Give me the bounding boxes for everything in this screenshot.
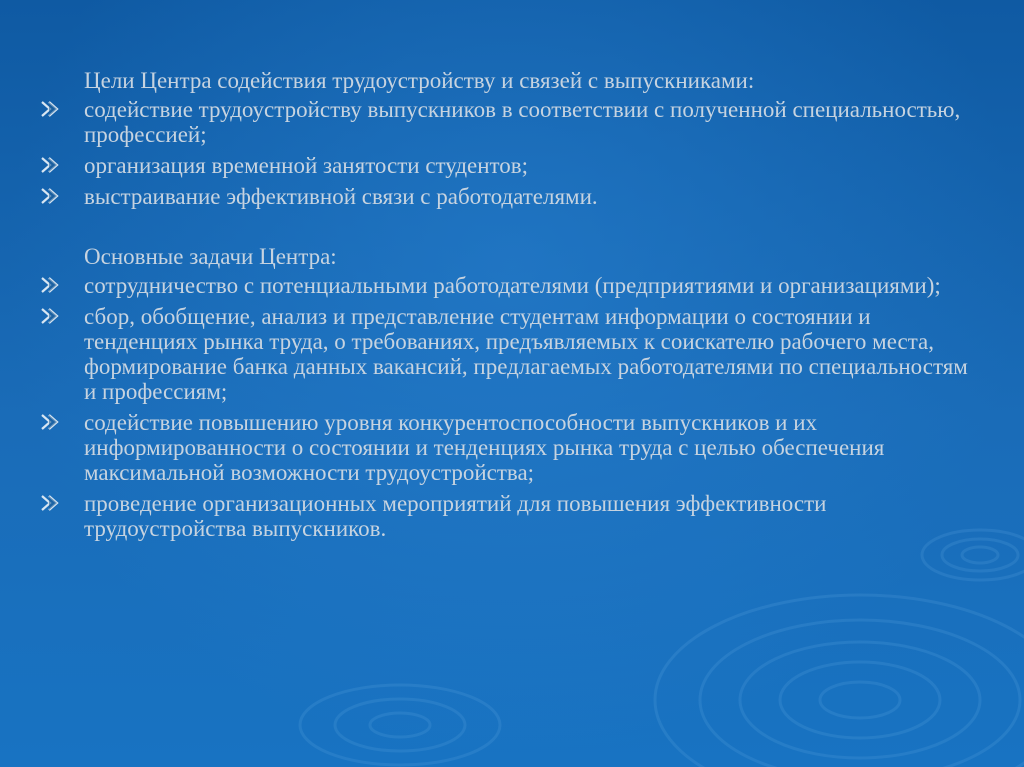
- list-item-text: сбор, обобщение, анализ и представление студентам информации о состоянии и тенденциях рынка труда, о требованиях, предъявляемых к соискателю рабочего места, формирование банка данных вакансий, предлагаемых работодателями по специальностям и профессиям;: [84, 304, 968, 404]
- arrow-bullet-icon: [40, 155, 62, 175]
- arrow-bullet-icon: [40, 186, 62, 206]
- arrow-bullet-icon: [40, 306, 62, 326]
- list-item-text: организация временной занятости студентов;: [84, 153, 529, 178]
- arrow-bullet-icon: [40, 275, 62, 295]
- list-item: [40, 184, 980, 209]
- list-item: [40, 153, 980, 178]
- goals-list: [40, 97, 980, 209]
- content: [40, 68, 980, 547]
- list-item: [40, 491, 980, 541]
- tasks-list: [40, 273, 980, 541]
- list-item-text: содействие трудоустройству выпускников в соответствии с полученной специальностью, профессией;: [84, 97, 961, 147]
- goals-title: Цели Центра содействия трудоустройству и связей с выпускниками:: [84, 68, 755, 93]
- arrow-bullet-icon: [40, 99, 62, 119]
- list-item: [40, 304, 980, 404]
- list-item-text: сотрудничество с потенциальными работодателями (предприятиями и организациями);: [84, 273, 941, 298]
- list-item: [40, 410, 980, 485]
- arrow-bullet-icon: [40, 493, 62, 513]
- tasks-title: Основные задачи Центра:: [84, 244, 337, 269]
- list-item-text: содействие повышению уровня конкурентоспособности выпускников и их информированности о состоянии и тенденциях рынка труда с целью обеспечения максимальной возможности трудоустройства;: [84, 410, 885, 485]
- arrow-bullet-icon: [40, 412, 62, 432]
- list-item: [40, 97, 980, 147]
- list-item: [40, 273, 980, 298]
- list-item-text: выстраивание эффективной связи с работодателями.: [84, 184, 598, 209]
- list-item-text: проведение организационных мероприятий для повышения эффективности трудоустройства выпускников.: [84, 491, 827, 541]
